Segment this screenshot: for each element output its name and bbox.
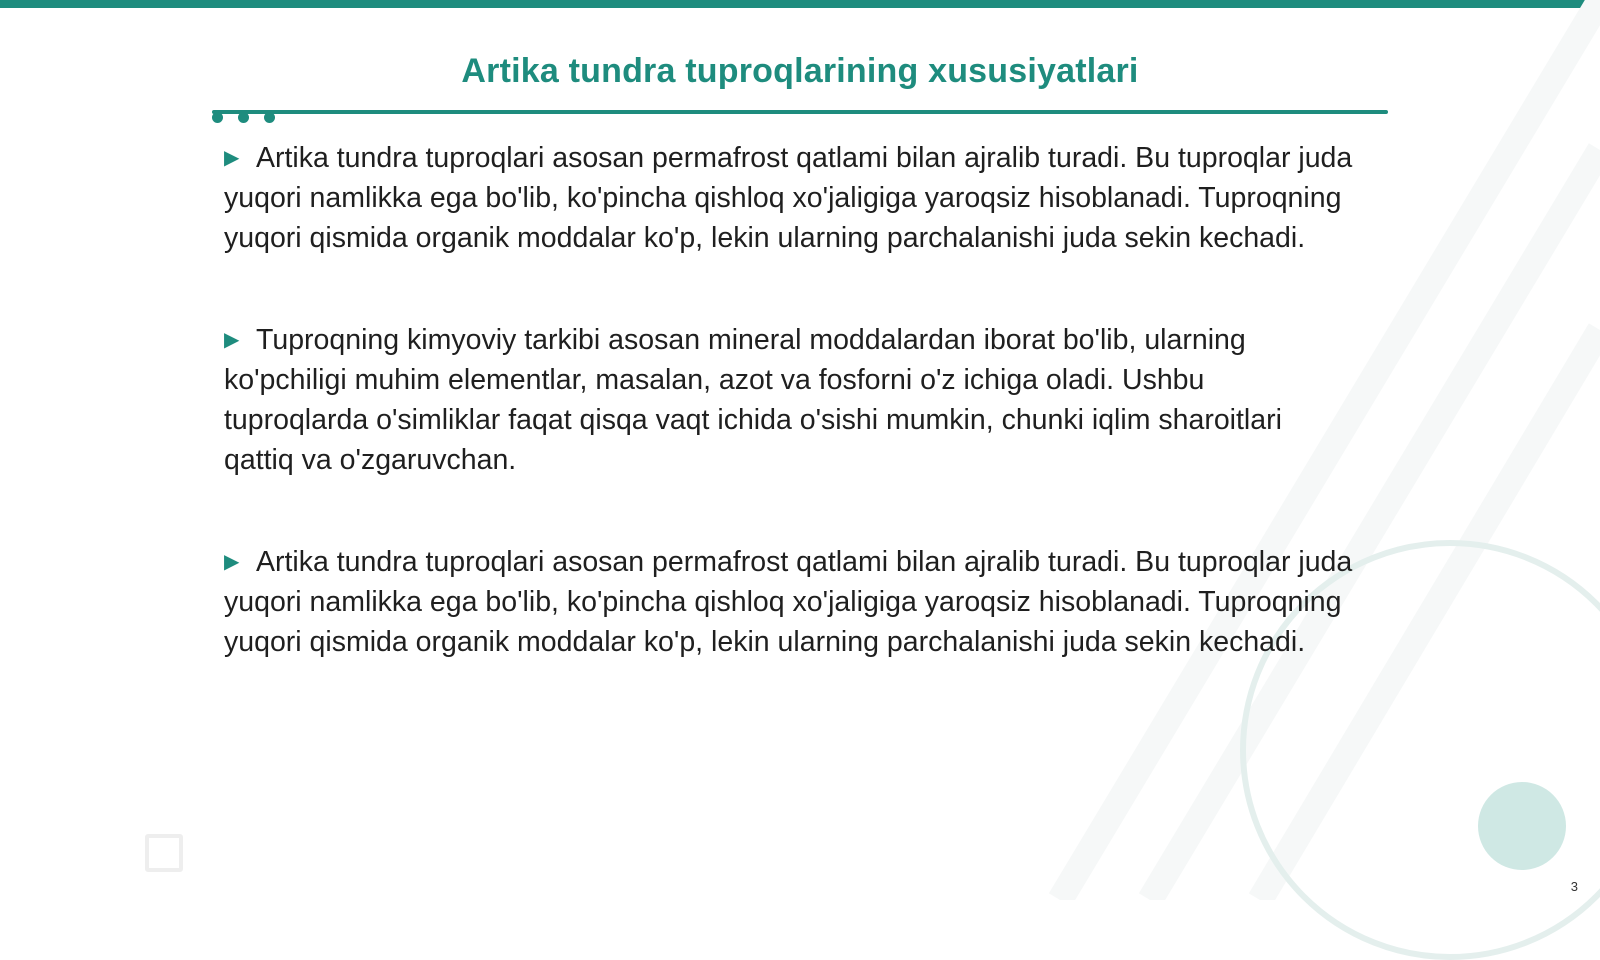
bullet-text: Artika tundra tuproqlari asosan permafrost qatlami bilan ajralib turadi. Bu tuproqlar juda yuqori namlikka ega bo'lib, ko'pincha qishloq xo'jaligiga yaroqsiz hisoblanadi. Tuproqning yuqori qismida organik moddalar ko'p, lekin ularning parchalanishi juda sekin kechadi. [224, 142, 1353, 254]
triangle-right-icon: ▶ [224, 147, 240, 169]
decorative-square [145, 834, 183, 872]
title-underline-dots [212, 112, 292, 126]
bullet-item [224, 320, 1354, 480]
bullet-text: Artika tundra tuproqlari asosan permafrost qatlami bilan ajralib turadi. Bu tuproqlar juda yuqori namlikka ega bo'lib, ko'pincha qishloq xo'jaligiga yaroqsiz hisoblanadi. Tuproqning yuqori qismida organik moddalar ko'p, lekin ularning parchalanishi juda sekin kechadi. [224, 546, 1353, 658]
decorative-dot [1478, 782, 1566, 870]
triangle-right-icon: ▶ [224, 551, 240, 573]
page-number: 3 [1570, 879, 1578, 894]
triangle-right-icon: ▶ [224, 329, 240, 351]
slide-title: Artika tundra tuproqlarining xususiyatlari [461, 52, 1139, 90]
title-underline [212, 110, 1388, 114]
bullet-text: Tuproqning kimyoviy tarkibi asosan mineral moddalardan iborat bo'lib, ularning ko'pchiligi muhim elementlar, masalan, azot va fosforni o'z ichiga oladi. Ushbu tuproqlarda o'simliklar faqat qisqa vaqt ichida o'sishi mumkin, chunki iqlim sharoitlari qattiq va o'zgaruvchan. [224, 324, 1282, 476]
bullet-item [224, 542, 1354, 662]
bullet-item [224, 138, 1354, 258]
bullet-list [224, 138, 1354, 662]
